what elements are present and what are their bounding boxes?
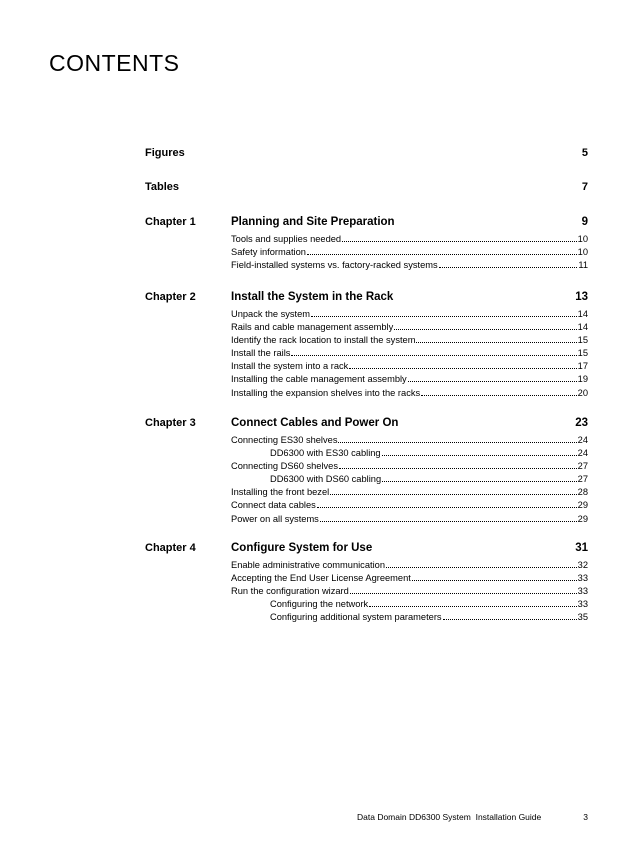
entry-page: 20 <box>577 387 588 398</box>
entry-page: 14 <box>577 322 588 333</box>
toc-entry[interactable] <box>231 334 588 347</box>
dot-leader <box>330 493 576 495</box>
toc-entry[interactable] <box>231 434 588 447</box>
entry-page: 27 <box>577 461 588 472</box>
dot-leader <box>382 480 577 482</box>
dot-leader <box>342 240 577 242</box>
dot-leader <box>369 605 576 607</box>
toc-entry[interactable] <box>231 387 588 400</box>
toc-tables-label: Tables <box>145 181 180 193</box>
entry-page: 15 <box>577 335 588 346</box>
entry-title: Installing the cable management assembly <box>231 374 407 385</box>
chapter-heading[interactable] <box>231 216 588 228</box>
entry-page: 33 <box>577 573 588 584</box>
dot-leader <box>349 367 576 369</box>
chapter-heading[interactable] <box>231 417 588 429</box>
entry-page: 35 <box>577 612 588 623</box>
toc-figures-row[interactable] <box>145 147 588 161</box>
dot-leader <box>311 315 577 317</box>
dot-leader <box>320 520 577 522</box>
toc-entry[interactable] <box>231 513 588 526</box>
dot-leader <box>291 354 576 356</box>
toc-entry[interactable] <box>231 559 588 572</box>
entry-page: 32 <box>577 560 588 570</box>
entry-title: Run the configuration wizard <box>231 586 349 597</box>
toc-tables-page: 7 <box>581 181 588 193</box>
entry-title: Install the rails <box>231 348 291 359</box>
chapter-page: 23 <box>575 417 588 429</box>
entry-page: 29 <box>577 500 588 511</box>
toc-subentry[interactable] <box>231 598 588 611</box>
page-title: CONTENTS <box>49 50 180 76</box>
dot-leader <box>339 467 577 469</box>
footer-page-number: 3 <box>583 812 588 822</box>
chapter-label: Chapter 1 <box>145 216 196 228</box>
entry-page: 10 <box>577 247 588 258</box>
toc-entry[interactable] <box>231 486 588 499</box>
toc-subentry[interactable] <box>231 447 588 460</box>
entry-title: DD6300 with ES30 cabling <box>270 448 381 459</box>
entry-page: 29 <box>577 513 588 524</box>
toc-entry[interactable] <box>231 321 588 334</box>
entry-page: 28 <box>577 487 588 498</box>
entry-title: Installing the front bezel <box>231 487 330 498</box>
chapter-label: Chapter 3 <box>145 417 196 429</box>
chapter-heading[interactable] <box>231 542 588 554</box>
entry-title: Unpack the system <box>231 309 311 319</box>
dot-leader <box>443 618 577 620</box>
entry-title: Enable administrative communication <box>231 560 385 570</box>
entry-title: Safety information <box>231 247 306 258</box>
dot-leader <box>317 506 577 508</box>
chapter-3-entries <box>231 434 588 526</box>
toc-entry[interactable] <box>231 259 588 272</box>
entry-title: Field-installed systems vs. factory-racked systems <box>231 260 438 271</box>
entry-page: 24 <box>577 435 588 445</box>
toc-subentry[interactable] <box>231 473 588 486</box>
entry-title: Tools and supplies needed <box>231 234 342 244</box>
toc-entry[interactable] <box>231 308 588 321</box>
entry-page: 33 <box>577 599 588 610</box>
chapter-title: Configure System for Use <box>231 542 373 554</box>
toc-tables-row[interactable] <box>145 181 588 195</box>
toc-entry[interactable] <box>231 460 588 473</box>
chapter-heading[interactable] <box>231 291 588 303</box>
toc-entry[interactable] <box>231 246 588 259</box>
entry-page: 17 <box>577 361 588 372</box>
chapter-title: Install the System in the Rack <box>231 291 394 303</box>
toc-entry[interactable] <box>231 499 588 512</box>
toc-figures-label: Figures <box>145 147 185 159</box>
entry-title: Accepting the End User License Agreement <box>231 573 411 584</box>
chapter-1-entries <box>231 233 588 272</box>
entry-title: Connect data cables <box>231 500 316 511</box>
entry-page: 19 <box>577 374 588 385</box>
entry-page: 27 <box>577 474 588 485</box>
entry-page: 10 <box>577 234 588 244</box>
dot-leader <box>350 592 577 594</box>
dot-leader <box>382 454 577 456</box>
chapter-title: Planning and Site Preparation <box>231 216 395 228</box>
chapter-page: 9 <box>581 216 588 228</box>
entry-title: Configuring the network <box>270 599 369 610</box>
dot-leader <box>394 328 576 330</box>
entry-title: Installing the expansion shelves into the racks <box>231 387 421 398</box>
chapter-4-entries <box>231 559 588 624</box>
toc-subentry[interactable] <box>231 611 588 624</box>
entry-page: 15 <box>577 348 588 359</box>
chapter-2-entries <box>231 308 588 400</box>
toc-entry[interactable] <box>231 572 588 585</box>
dot-leader <box>416 341 576 343</box>
toc-figures-page: 5 <box>581 147 588 159</box>
entry-title: Connecting ES30 shelves <box>231 435 338 445</box>
entry-title: Power on all systems <box>231 513 319 524</box>
entry-title: Identify the rack location to install the system <box>231 335 416 346</box>
chapter-title: Connect Cables and Power On <box>231 417 399 429</box>
chapter-label: Chapter 4 <box>145 542 196 554</box>
chapter-page: 13 <box>575 291 588 303</box>
dot-leader <box>386 566 577 568</box>
entry-page: 11 <box>578 260 588 271</box>
dot-leader <box>439 266 578 268</box>
entry-title: DD6300 with DS60 cabling <box>270 474 382 485</box>
toc-entry[interactable] <box>231 360 588 373</box>
entry-title: Configuring additional system parameters <box>270 612 442 623</box>
entry-title: Connecting DS60 shelves <box>231 461 338 472</box>
entry-title: Rails and cable management assembly <box>231 322 394 333</box>
entry-page: 14 <box>577 309 588 319</box>
entry-page: 33 <box>577 586 588 597</box>
dot-leader <box>421 394 577 396</box>
dot-leader <box>408 380 577 382</box>
chapter-page: 31 <box>575 542 588 554</box>
dot-leader <box>307 253 577 255</box>
toc-entry[interactable] <box>231 347 588 360</box>
entry-title: Install the system into a rack <box>231 361 349 372</box>
toc-entry[interactable] <box>231 585 588 598</box>
footer-doc-title: Data Domain DD6300 System Installation Guide <box>357 812 542 822</box>
chapter-label: Chapter 2 <box>145 291 196 303</box>
dot-leader <box>412 579 577 581</box>
dot-leader <box>338 441 576 443</box>
entry-page: 24 <box>577 448 588 459</box>
toc-entry[interactable] <box>231 233 588 246</box>
toc-entry[interactable] <box>231 373 588 386</box>
